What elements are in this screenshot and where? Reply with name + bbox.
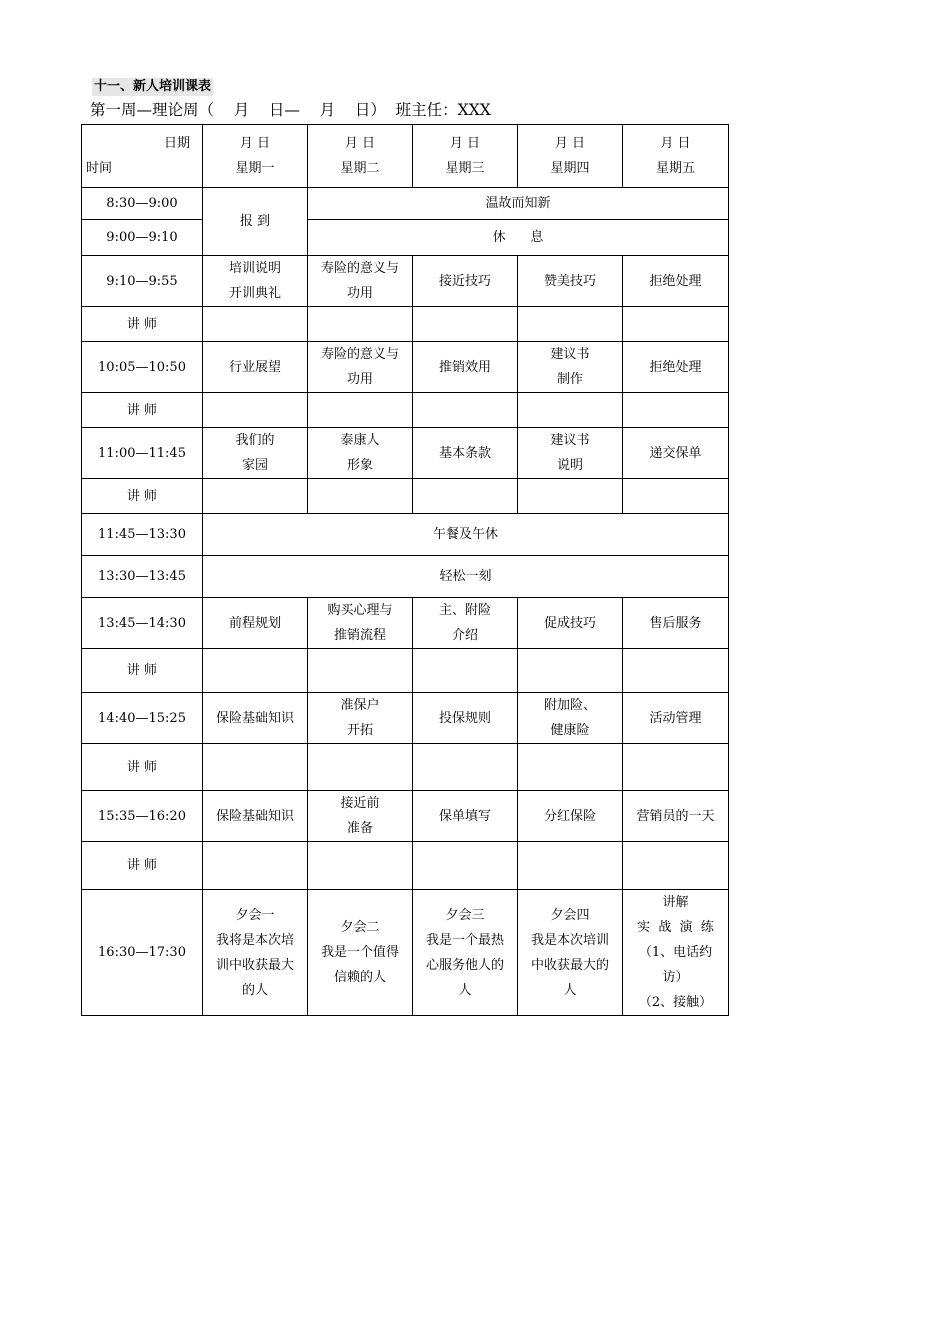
cell-line: 实 战 演 练	[637, 920, 714, 935]
evening-meeting-cell	[308, 890, 413, 1016]
cell-line: （1、电话约	[638, 945, 713, 960]
day-header-tue	[308, 125, 413, 188]
teacher-row	[82, 479, 729, 514]
course-cell	[308, 693, 413, 744]
date-placeholder: 月 日	[239, 136, 271, 151]
date-placeholder: 月 日	[344, 136, 376, 151]
cell-line: 我是一个最热	[425, 932, 504, 948]
cell-line: 建议书	[550, 347, 590, 362]
time-cell: 9:00—9:10	[82, 220, 203, 256]
week-subtitle: 第一周—理论周（ 月 日— 月 日） 班主任：XXX	[90, 101, 491, 119]
teacher-row	[82, 393, 729, 428]
course-cell: 拒绝处理	[623, 342, 729, 393]
teacher-cell	[203, 307, 308, 342]
table-row	[82, 556, 729, 598]
course-cell	[308, 598, 413, 649]
course-cell: 基本条款	[413, 428, 518, 479]
day-name: 星期五	[655, 161, 695, 176]
time-cell: 11:00—11:45	[82, 428, 203, 479]
cell-line: 接近前	[340, 796, 380, 811]
course-cell	[203, 256, 308, 307]
cell-line: 讲解	[662, 895, 689, 910]
table-row	[82, 693, 729, 744]
section-heading: 十一、新人培训课表	[94, 79, 212, 94]
span-cell: 休 息	[308, 220, 729, 256]
course-cell: 推销效用	[413, 342, 518, 393]
cell-line: 主、附险	[438, 603, 491, 618]
teacher-cell	[203, 649, 308, 693]
cell-line: 的人	[241, 982, 268, 998]
teacher-cell	[518, 649, 623, 693]
table-row	[82, 188, 729, 220]
course-cell: 行业展望	[203, 342, 308, 393]
cell-line: 准备	[346, 821, 373, 836]
teacher-cell	[518, 307, 623, 342]
teacher-cell	[413, 393, 518, 428]
day-header-mon	[203, 125, 308, 188]
teacher-cell	[308, 393, 413, 428]
course-cell	[518, 342, 623, 393]
time-cell: 13:45—14:30	[82, 598, 203, 649]
teacher-cell	[623, 479, 729, 514]
course-cell	[518, 693, 623, 744]
teacher-cell	[203, 744, 308, 791]
table-row	[82, 428, 729, 479]
teacher-row	[82, 649, 729, 693]
corner-cell	[82, 125, 203, 188]
time-cell: 8:30—9:00	[82, 188, 203, 220]
cell-line: 附加险、	[543, 698, 596, 713]
time-cell: 13:30—13:45	[82, 556, 203, 598]
course-cell	[308, 791, 413, 842]
day-header-fri	[623, 125, 729, 188]
teacher-cell	[623, 393, 729, 428]
cell-line: 开训典礼	[228, 286, 281, 301]
course-cell: 保险基础知识	[203, 693, 308, 744]
teacher-cell	[413, 842, 518, 890]
table-row	[82, 791, 729, 842]
cell-line: 准保户	[340, 698, 380, 713]
time-cell: 10:05—10:50	[82, 342, 203, 393]
evening-meeting-cell	[623, 890, 729, 1016]
date-placeholder: 月 日	[660, 136, 691, 151]
cell-line: 培训说明	[228, 261, 281, 276]
cell-line: 寿险的意义与	[320, 347, 399, 362]
date-placeholder: 月 日	[554, 136, 586, 151]
span-cell: 轻松一刻	[203, 556, 729, 598]
teacher-cell	[623, 842, 729, 890]
teacher-row	[82, 307, 729, 342]
teacher-cell	[203, 393, 308, 428]
day-header-wed	[413, 125, 518, 188]
teacher-cell	[518, 744, 623, 791]
time-label: 时间	[86, 161, 113, 176]
day-name: 星期二	[340, 161, 380, 176]
cell-line: 我将是本次培	[215, 932, 294, 948]
cell-line: 购买心理与	[327, 603, 393, 618]
table-row	[82, 342, 729, 393]
teacher-row	[82, 842, 729, 890]
course-cell: 售后服务	[623, 598, 729, 649]
cell-line: 推销流程	[333, 628, 386, 643]
cell-line: 开拓	[346, 723, 373, 738]
cell-line: 建议书	[550, 433, 590, 448]
cell-line: 寿险的意义与	[320, 261, 399, 276]
date-placeholder: 月 日	[449, 136, 481, 151]
teacher-cell	[413, 479, 518, 514]
course-cell: 递交保单	[623, 428, 729, 479]
cell-line: 说明	[556, 458, 583, 473]
teacher-cell	[308, 842, 413, 890]
cell-line: 功用	[346, 286, 373, 301]
teacher-cell	[308, 649, 413, 693]
time-cell: 15:35—16:20	[82, 791, 203, 842]
span-cell: 温故而知新	[308, 188, 729, 220]
course-cell: 促成技巧	[518, 598, 623, 649]
course-cell	[518, 428, 623, 479]
day-name: 星期三	[445, 161, 485, 176]
teacher-cell	[623, 649, 729, 693]
course-cell	[203, 428, 308, 479]
cell-line: 训中收获最大	[215, 957, 294, 973]
cell-line: 家园	[241, 458, 268, 473]
teacher-cell	[413, 649, 518, 693]
table-row	[82, 220, 729, 256]
evening-meeting-cell	[413, 890, 518, 1016]
course-cell	[308, 256, 413, 307]
teacher-cell	[203, 842, 308, 890]
course-cell	[308, 342, 413, 393]
time-cell: 11:45—13:30	[82, 514, 203, 556]
course-cell	[413, 598, 518, 649]
cell-line: 我们的	[235, 433, 275, 448]
cell-line: 人	[458, 982, 472, 998]
cell-line: 夕会四	[550, 907, 590, 923]
cell-line: 心服务他人的	[425, 957, 504, 973]
teacher-cell	[308, 744, 413, 791]
cell-line: 功用	[346, 372, 373, 387]
checkin-cell: 报 到	[203, 188, 308, 256]
day-name: 星期一	[235, 161, 275, 176]
teacher-cell	[203, 479, 308, 514]
teacher-label: 讲 师	[82, 744, 203, 791]
course-cell: 投保规则	[413, 693, 518, 744]
cell-line: （2、接触）	[638, 995, 713, 1010]
course-cell: 活动管理	[623, 693, 729, 744]
table-row	[82, 256, 729, 307]
cell-line: 我是本次培训	[530, 932, 609, 948]
cell-line: 制作	[556, 372, 583, 387]
teacher-cell	[413, 307, 518, 342]
cell-line: 中收获最大的	[530, 957, 609, 973]
course-cell: 接近技巧	[413, 256, 518, 307]
date-label: 日期	[163, 136, 190, 151]
teacher-cell	[518, 479, 623, 514]
cell-line: 泰康人	[340, 433, 380, 448]
cell-line: 夕会三	[445, 907, 485, 923]
time-cell: 14:40—15:25	[82, 693, 203, 744]
course-cell: 赞美技巧	[518, 256, 623, 307]
day-name: 星期四	[550, 161, 590, 176]
cell-line: 我是一个值得	[320, 945, 399, 960]
course-cell	[308, 428, 413, 479]
table-row	[82, 890, 729, 1016]
day-header-thu	[518, 125, 623, 188]
time-cell: 9:10—9:55	[82, 256, 203, 307]
table-row	[82, 598, 729, 649]
teacher-cell	[518, 842, 623, 890]
course-cell: 保险基础知识	[203, 791, 308, 842]
evening-meeting-cell	[203, 890, 308, 1016]
teacher-label: 讲 师	[82, 479, 203, 514]
time-cell: 16:30—17:30	[82, 890, 203, 1016]
course-cell: 分红保险	[518, 791, 623, 842]
teacher-cell	[623, 307, 729, 342]
teacher-cell	[623, 744, 729, 791]
cell-line: 夕会一	[235, 907, 275, 923]
teacher-label: 讲 师	[82, 842, 203, 890]
cell-line: 形象	[346, 458, 373, 473]
teacher-cell	[308, 479, 413, 514]
cell-line: 健康险	[550, 723, 590, 738]
course-cell: 营销员的一天	[623, 791, 729, 842]
cell-line: 访）	[662, 970, 689, 985]
teacher-label: 讲 师	[82, 393, 203, 428]
teacher-row	[82, 744, 729, 791]
training-schedule-table	[81, 124, 729, 1016]
evening-meeting-cell	[518, 890, 623, 1016]
teacher-cell	[413, 744, 518, 791]
teacher-cell	[308, 307, 413, 342]
cell-line: 介绍	[451, 628, 478, 643]
cell-line: 人	[563, 982, 577, 998]
cell-line: 夕会二	[340, 920, 380, 935]
table-row	[82, 514, 729, 556]
course-cell: 拒绝处理	[623, 256, 729, 307]
span-cell: 午餐及午休	[203, 514, 729, 556]
table-header-row	[82, 125, 729, 188]
teacher-label: 讲 师	[82, 307, 203, 342]
teacher-label: 讲 师	[82, 649, 203, 693]
teacher-cell	[518, 393, 623, 428]
course-cell: 前程规划	[203, 598, 308, 649]
cell-line: 信赖的人	[333, 970, 386, 985]
course-cell: 保单填写	[413, 791, 518, 842]
